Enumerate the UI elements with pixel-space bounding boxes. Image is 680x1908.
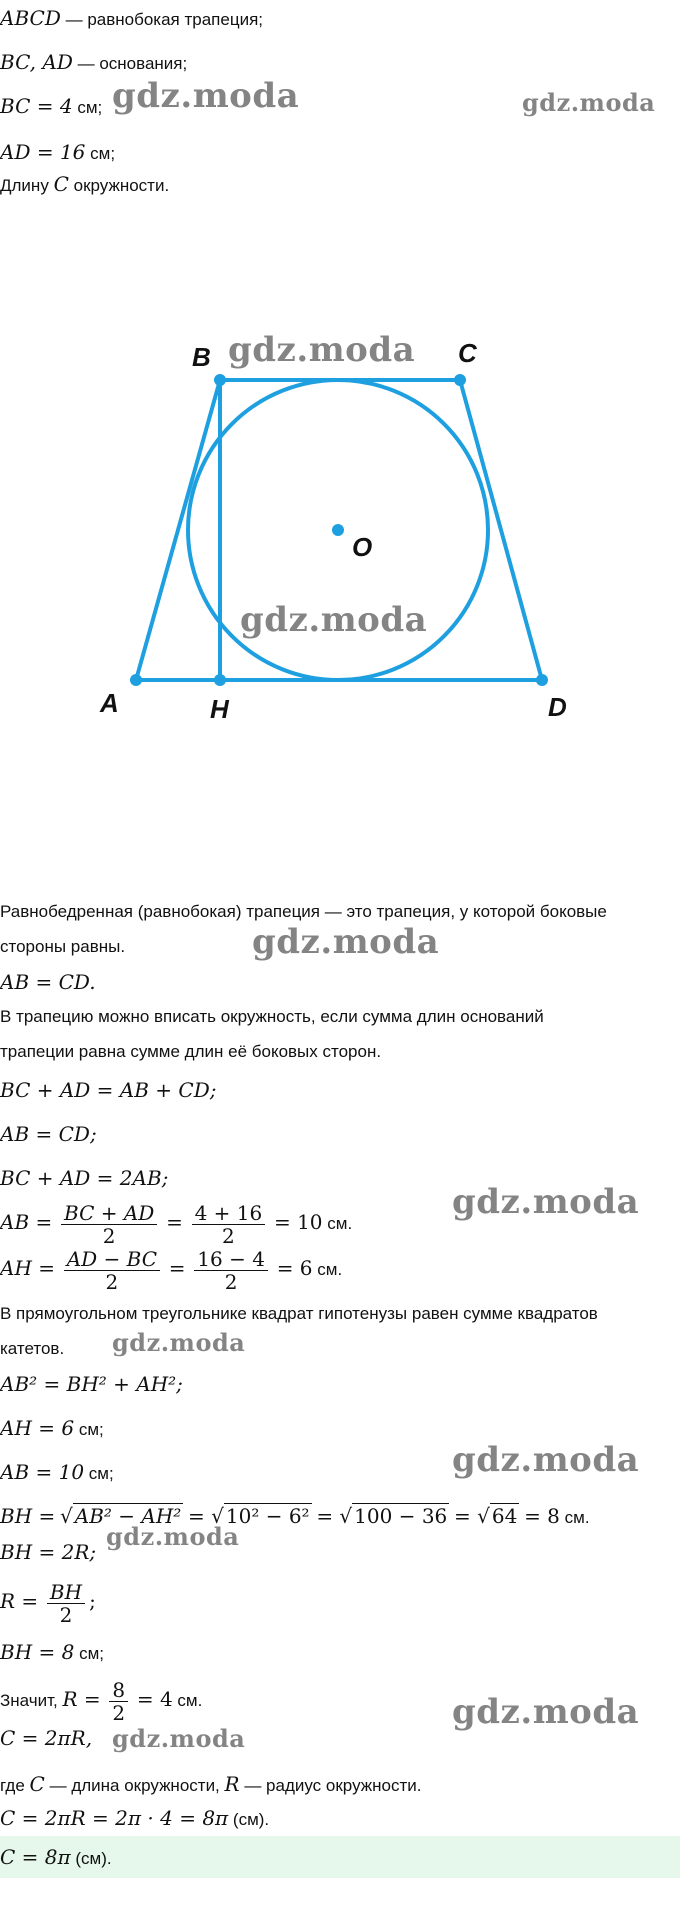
- label-a: A: [100, 688, 119, 718]
- equation-10: BH = 2R;: [0, 1540, 97, 1564]
- watermark: gdz.moda: [112, 76, 300, 116]
- paragraph-2b: трапеции равна сумме длин её боковых сторон.: [0, 1042, 382, 1061]
- watermark: gdz.moda: [228, 330, 416, 370]
- given-line-1: ABCD — равнобокая трапеция;: [0, 6, 264, 30]
- paragraph-1a: Равнобедренная (равнобокая) трапеция — это трапеция, у которой боковые: [0, 902, 607, 921]
- equation-2: AB = CD;: [0, 1122, 97, 1146]
- watermark: gdz.moda: [112, 1724, 246, 1753]
- equation-14: C = 2πR,: [0, 1726, 93, 1750]
- watermark: gdz.moda: [112, 1328, 246, 1357]
- paragraph-4: где C — длина окружности, R — радиус окружности.: [0, 1772, 422, 1796]
- equation-13: Значит, R = $\frac{8}{2}$ = 4 см.: [0, 1678, 203, 1726]
- label-o: O: [352, 532, 373, 562]
- given-line-4: AD = 16 см;: [0, 140, 116, 164]
- watermark: gdz.moda: [452, 1182, 640, 1222]
- paragraph-1b: стороны равны.: [0, 937, 126, 956]
- equation-3: BC + AD = 2AB;: [0, 1166, 169, 1190]
- label-h: H: [210, 694, 229, 724]
- point-b: [214, 374, 226, 386]
- given-line-2: BC, AD — основания;: [0, 50, 188, 74]
- label-d: D: [548, 692, 567, 722]
- equation-1: BC + AD = AB + CD;: [0, 1078, 217, 1102]
- equation-9: BH = √ AB² − AH² = √ 10² − 6² = √ 100 − 36 = √ 64 = 8 см.: [0, 1504, 590, 1528]
- equation-11: R = $\frac{BH}{2}$ ;: [0, 1580, 96, 1628]
- watermark: gdz.moda: [106, 1522, 240, 1551]
- trapezoid-figure: [0, 330, 680, 730]
- equation-6: AB² = BH² + AH²;: [0, 1372, 183, 1396]
- equation-4: AB = $\frac{BC + AD}{2}$ = $\frac{4 + 16}{2}$ = 10 см.: [0, 1201, 353, 1249]
- watermark: gdz.moda: [452, 1692, 640, 1732]
- point-c: [454, 374, 466, 386]
- watermark: gdz.moda: [452, 1440, 640, 1480]
- paragraph-3a: В прямоугольном треугольнике квадрат гипотенузы равен сумме квадратов: [0, 1304, 598, 1323]
- paragraph-2a: В трапецию можно вписать окружность, если сумма длин оснований: [0, 1007, 544, 1026]
- given-line-3: BC = 4 см;: [0, 94, 103, 118]
- point-h: [214, 674, 226, 686]
- equation-12: BH = 8 см;: [0, 1640, 104, 1664]
- watermark: gdz.moda: [522, 88, 656, 117]
- answer-line: C = 8π (см).: [0, 1845, 112, 1869]
- equation-7: AH = 6 см;: [0, 1416, 104, 1440]
- equation-15: C = 2πR = 2π · 4 = 8π (см).: [0, 1806, 270, 1830]
- label-c: C: [458, 338, 477, 368]
- eq-ab-cd: AB = CD.: [0, 970, 96, 994]
- paragraph-3b: катетов.: [0, 1339, 65, 1358]
- point-d: [536, 674, 548, 686]
- given-line-5: Длину C окружности.: [0, 172, 170, 196]
- watermark: gdz.moda: [252, 922, 440, 962]
- point-o: [332, 524, 344, 536]
- label-b: B: [192, 342, 211, 372]
- watermark: gdz.moda: [240, 600, 428, 640]
- point-a: [130, 674, 142, 686]
- equation-5: AH = $\frac{AD - BC}{2}$ = $\frac{16 - 4}{2}$ = 6 см.: [0, 1247, 343, 1295]
- equation-8: AB = 10 см;: [0, 1460, 114, 1484]
